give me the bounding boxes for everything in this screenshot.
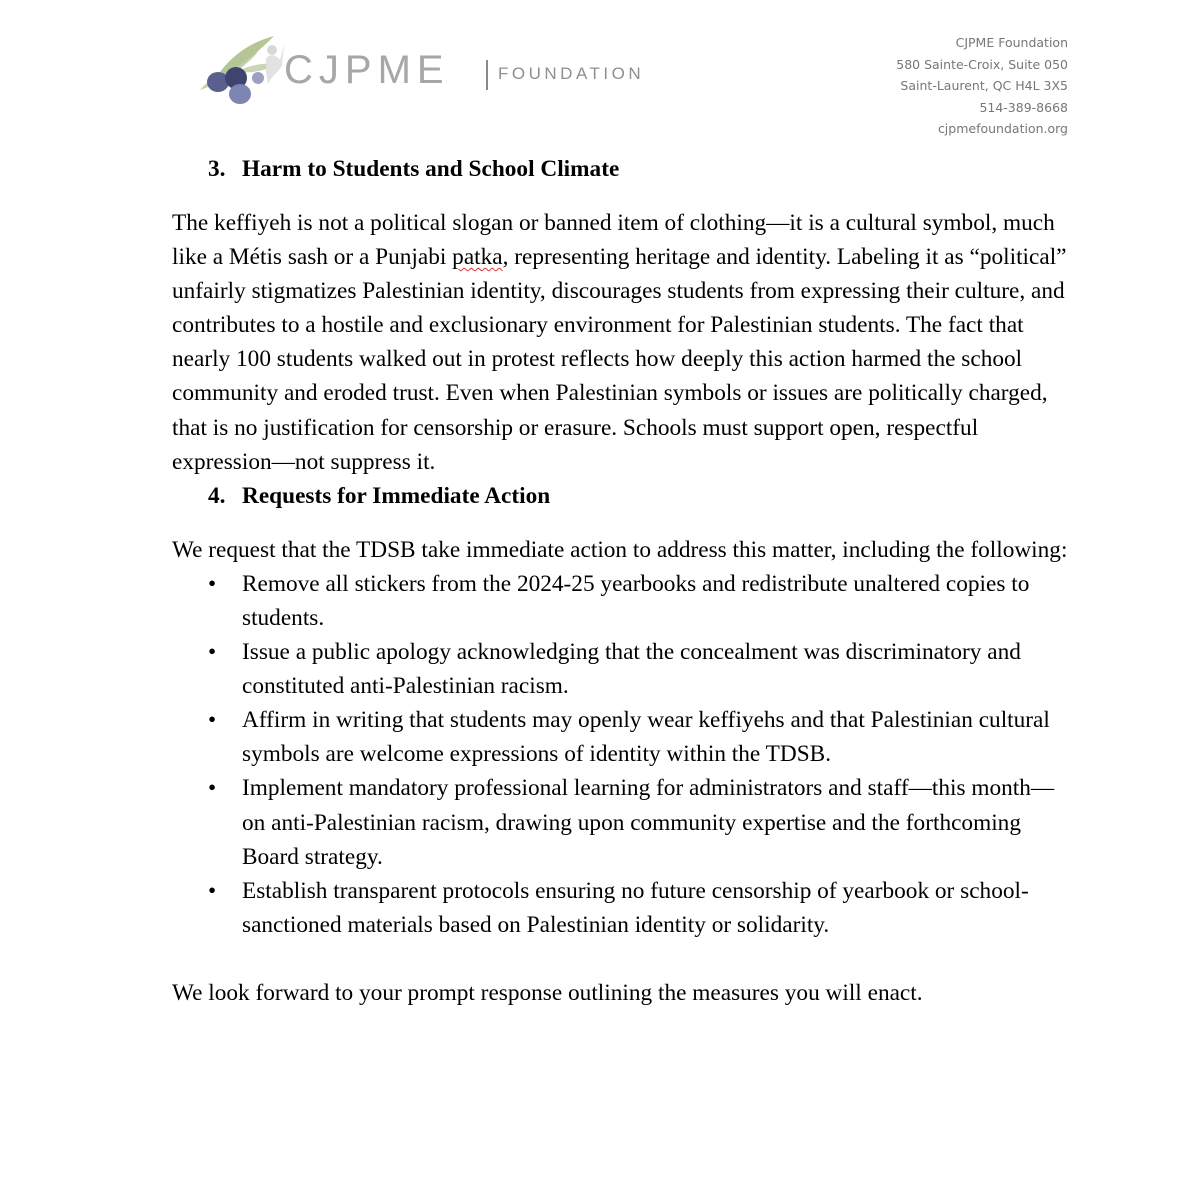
letter-body <box>172 152 1072 1010</box>
paragraph-text: , representing heritage and identity. Labeling it as “political” unfairly stigmatizes Palestinian identity, discourages students from expressing their culture, and contributes to a hostile and exclusionary environment for Palestinian students. The fact that nearly 100 students walked out in protest reflects how deeply this action harmed the school community and eroded trust. Even when Palestinian symbols or issues are politically charged, that is no justification for censorship or erasure. Schools must support open, respectful expression—not suppress it. <box>172 244 1067 475</box>
address-street: 580 Sainte-Croix, Suite 050 <box>896 56 1068 72</box>
action-request-list <box>172 567 1072 942</box>
address-phone: 514-389-8668 <box>979 99 1068 115</box>
list-item-text: Remove all stickers from the 2024-25 yearbooks and redistribute unaltered copies to students. <box>242 570 1030 631</box>
list-item-text: Establish transparent protocols ensuring no future censorship of yearbook or school-sanctioned materials based on Palestinian identity or solidarity. <box>242 877 1029 938</box>
section-4-heading <box>172 479 1072 513</box>
logo-wordmark: CJPME <box>284 48 450 92</box>
bullet-icon: • <box>208 570 217 597</box>
olive-branch-icon <box>196 32 286 108</box>
spellcheck-flagged-word: patka <box>452 244 503 271</box>
logo-divider <box>486 60 488 90</box>
list-item <box>172 635 1072 703</box>
list-item-text: Issue a public apology acknowledging that the concealment was discriminatory and constituted anti-Palestinian racism. <box>242 639 1021 700</box>
section-number: 4. <box>208 482 226 509</box>
logo-subtitle: FOUNDATION <box>498 64 645 83</box>
list-item <box>172 771 1072 873</box>
section-title: Requests for Immediate Action <box>242 482 551 509</box>
section-title: Harm to Students and School Climate <box>242 156 620 182</box>
paragraph-text: The keffiyeh is not a political slogan or banned item of clothing—it is a cultural symbol, much like a Métis sash or a Punjabi <box>172 210 1055 271</box>
list-item-text: Implement mandatory professional learning for administrators and staff—this month—on anti-Palestinian racism, drawing upon community expertise and the forthcoming Board strategy. <box>242 775 1055 870</box>
bullet-icon: • <box>208 775 217 802</box>
section-4-intro: We request that the TDSB take immediate action to address this matter, including the following: <box>172 536 1068 563</box>
list-item <box>172 874 1072 942</box>
bullet-icon: • <box>208 877 217 904</box>
list-item-text: Affirm in writing that students may openly wear keffiyehs and that Palestinian cultural symbols are welcome expressions of identity within the TDSB. <box>242 707 1050 768</box>
cjpme-logo <box>196 32 676 108</box>
list-item <box>172 567 1072 635</box>
address-org-name: CJPME Foundation <box>955 35 1068 50</box>
bullet-icon: • <box>208 707 217 734</box>
address-city: Saint-Laurent, QC H4L 3X5 <box>900 78 1068 94</box>
section-3-heading <box>172 152 1072 186</box>
letterhead-address <box>896 32 1068 140</box>
section-3-paragraph <box>172 206 1072 479</box>
list-item <box>172 703 1072 771</box>
closing-sentence: We look forward to your prompt response outlining the measures you will enact. <box>172 979 923 1006</box>
bullet-icon: • <box>208 639 217 666</box>
section-number: 3. <box>208 156 226 182</box>
address-website[interactable]: cjpmefoundation.org <box>937 121 1068 137</box>
